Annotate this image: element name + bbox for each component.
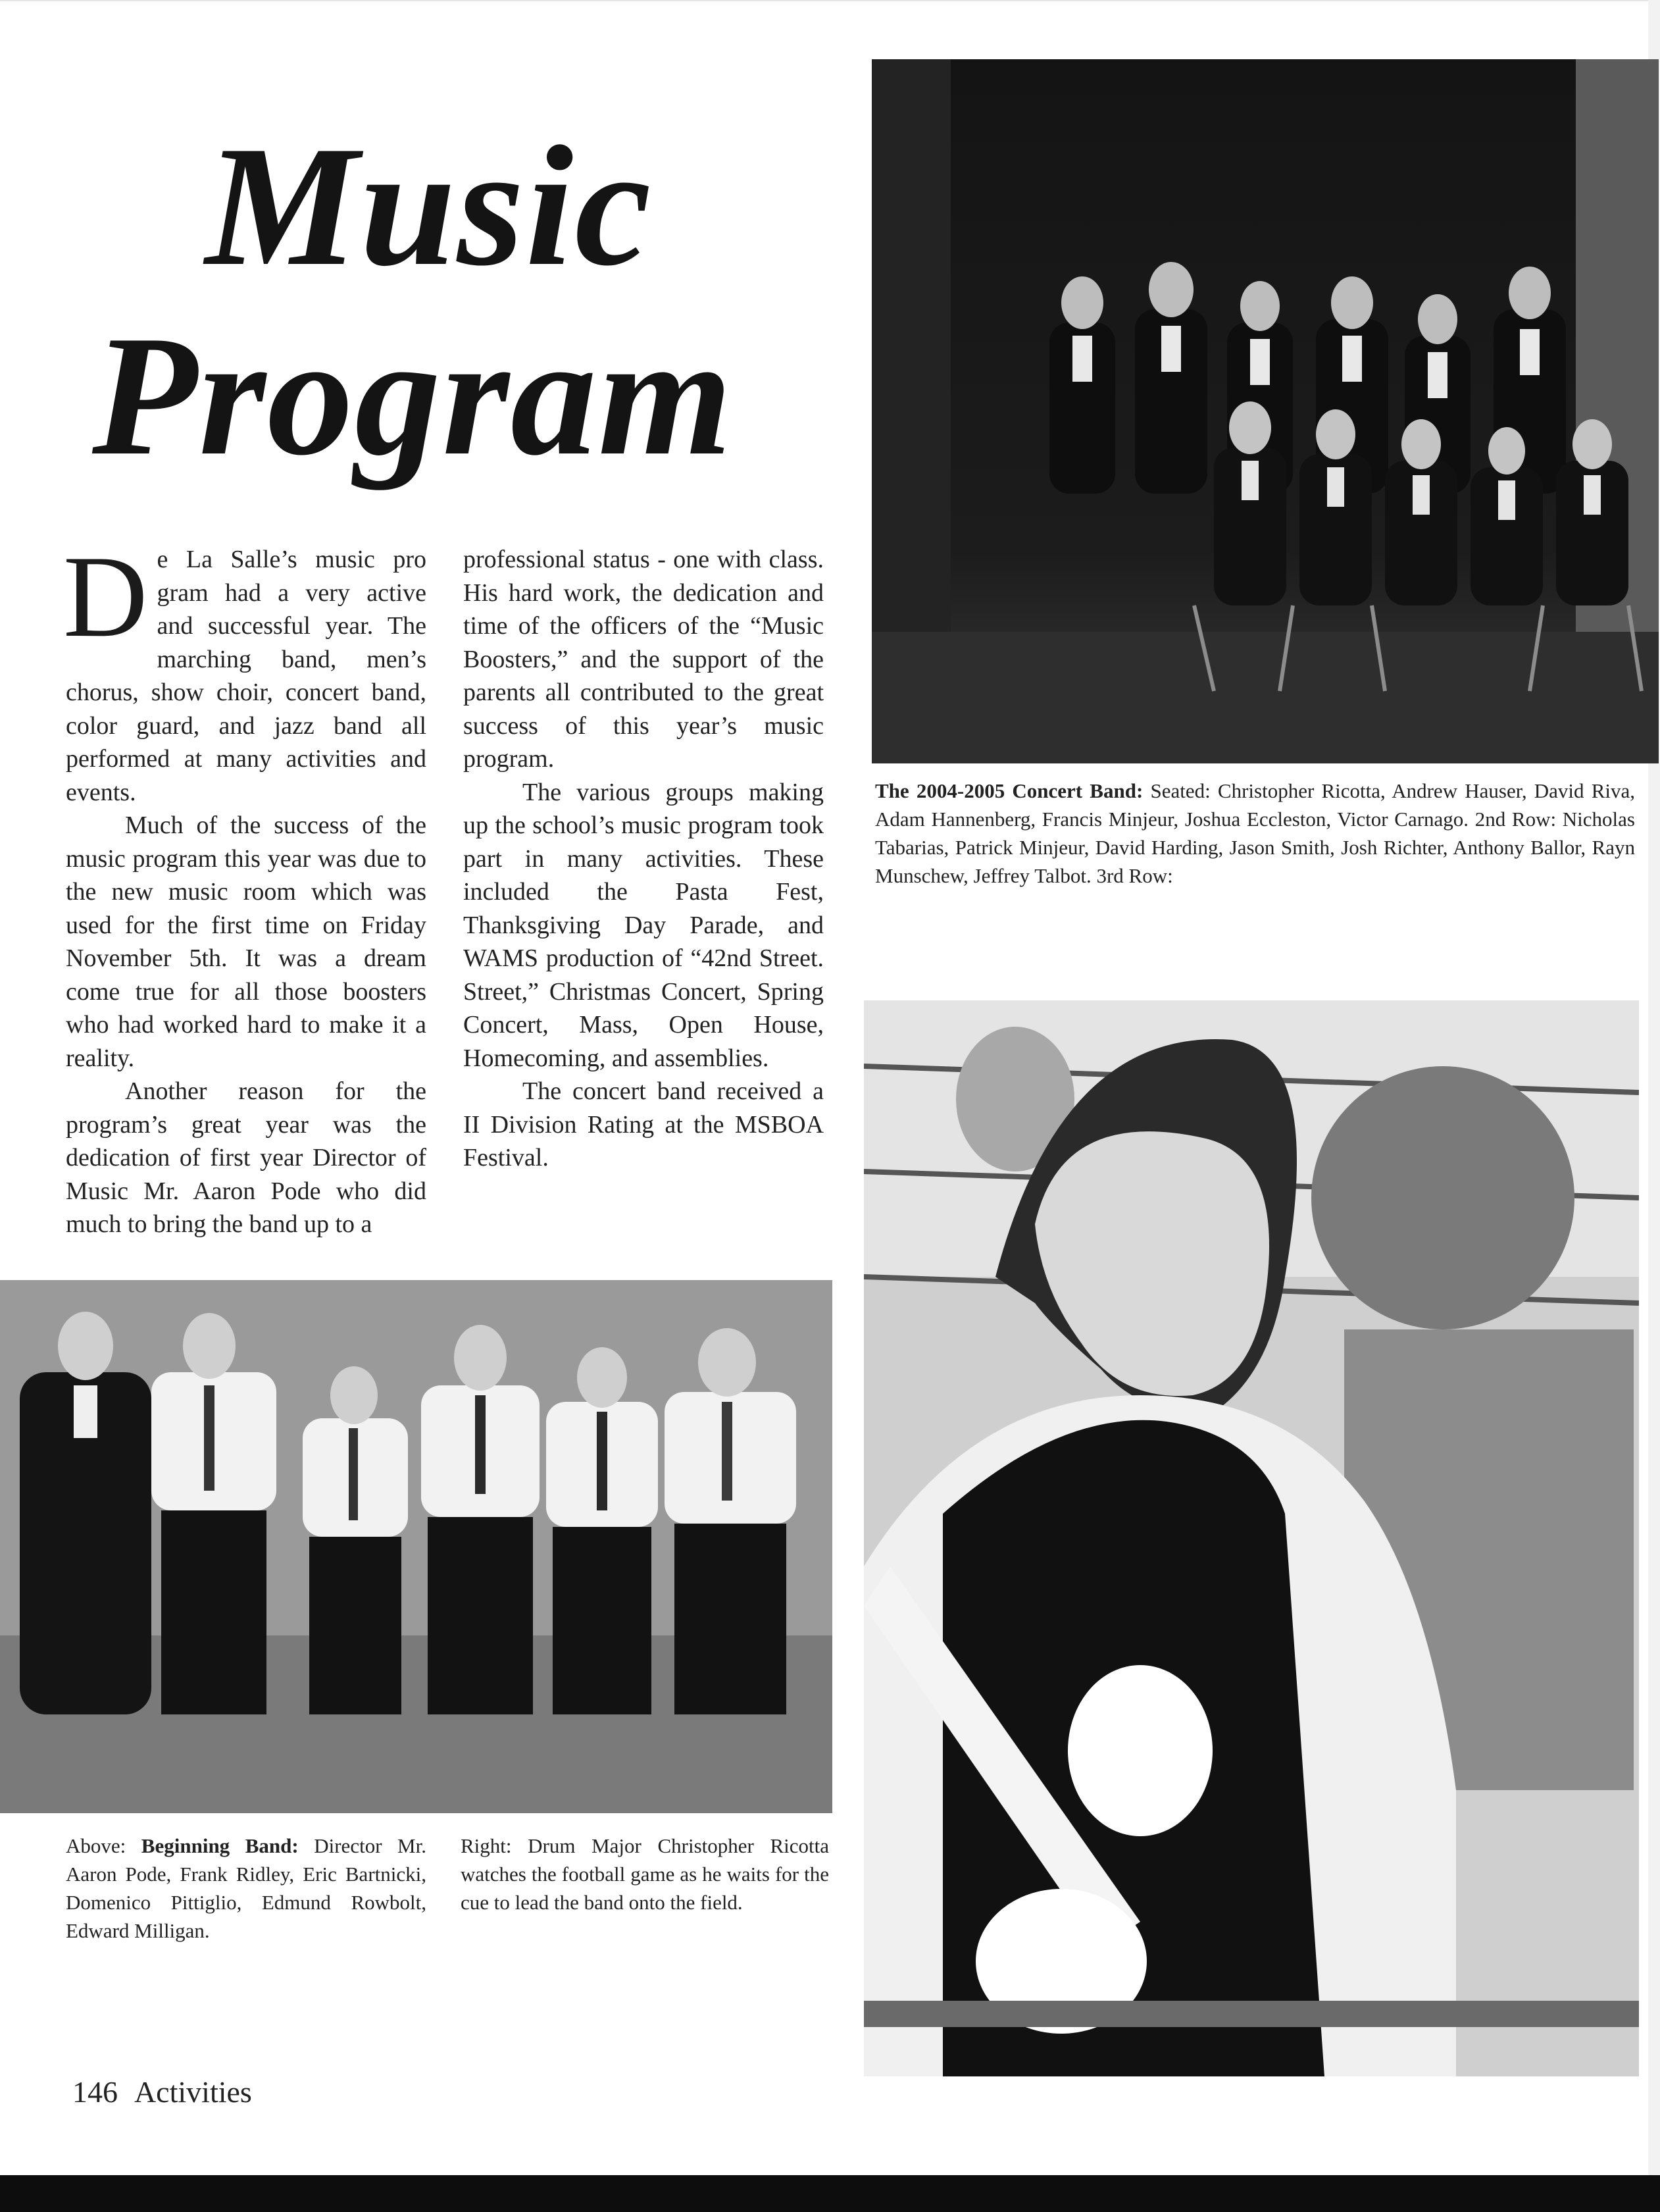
beginning-band-caption-names: Director Mr. Aaron Pode, Frank Ridley, Eric Bartnicki, Domenico Pittiglio, Edmund Rowbolt, Edward Milligan. [66, 1834, 426, 1942]
article-paragraph-5: The various groups making up the school’s music program took part in many activities. These included the Pasta Fest, Thanksgiving Day Parade, and WAMS production of “42nd Street. Street,” Christmas Concert, Spring Concert, Mass, Open House, Homecoming, and assemblies. [463, 778, 824, 1072]
concert-band-caption-names: Seated: Christopher Ricotta, Andrew Hauser, David Riva, Adam Hannenberg, Francis Minjeur, Joshua Eccleston, Victor Carnago. 2nd Row: Nicholas Tabarias, Patrick Minjeur, David Harding, Jason Smith, Josh Richter, Anthony Ballor, Rayn Munschew, Jeffrey Talbot. 3rd Row: [875, 779, 1635, 887]
drop-cap: D [63, 531, 148, 661]
article-paragraph-4: professional status - one with class. His hard work, the dedication and time of the officers of the “Music Boosters,” and the support of the parents all contributed to the great success of this year’s music program. [463, 546, 824, 773]
page-top-border [0, 0, 1660, 1]
page-bottom-border [0, 2175, 1660, 2212]
concert-band-caption-title: The 2004-2005 Concert Band: [875, 779, 1144, 802]
page-folio: 146 Activities [72, 2075, 252, 2109]
concert-band-photo [872, 59, 1659, 763]
drum-major-caption: Right: Drum Major Christopher Ricotta watches the football game as he waits for the cue to lead the band onto the field. [461, 1834, 829, 1914]
article-column-2 [463, 543, 824, 1175]
page-title-line-1: Music [205, 111, 653, 301]
article-paragraph-3: Another reason for the program’s great year was the dedication of first year Director of Music Mr. Aaron Pode who did much to bring the band up to a [66, 1077, 426, 1238]
concert-band-caption [875, 777, 1635, 890]
beginning-band-caption-prefix: Above: [66, 1834, 141, 1857]
drum-major-photo [864, 1000, 1639, 2076]
page-title-line-2: Program [92, 300, 734, 491]
beginning-band-caption [66, 1832, 426, 1945]
article-paragraph-6: The concert band received a II Division Rating at the MSBOA Festival. [463, 1077, 824, 1171]
article-paragraph-1: e La Salle’s music pro gram had a very active and successful year. The marching band, men’s chorus, show choir, concert band, color guard, and jazz band all performed at many activities and events. [66, 546, 426, 806]
article-column-1 [63, 531, 426, 1241]
article-paragraph-2: Much of the success of the music program this year was due to the new music room which was used for the first time on Friday November 5th. It was a dream come true for all those boosters who had worked hard to make it a reality. [66, 811, 426, 1072]
beginning-band-caption-title: Beginning Band: [141, 1834, 299, 1857]
beginning-band-photo [0, 1280, 832, 1813]
